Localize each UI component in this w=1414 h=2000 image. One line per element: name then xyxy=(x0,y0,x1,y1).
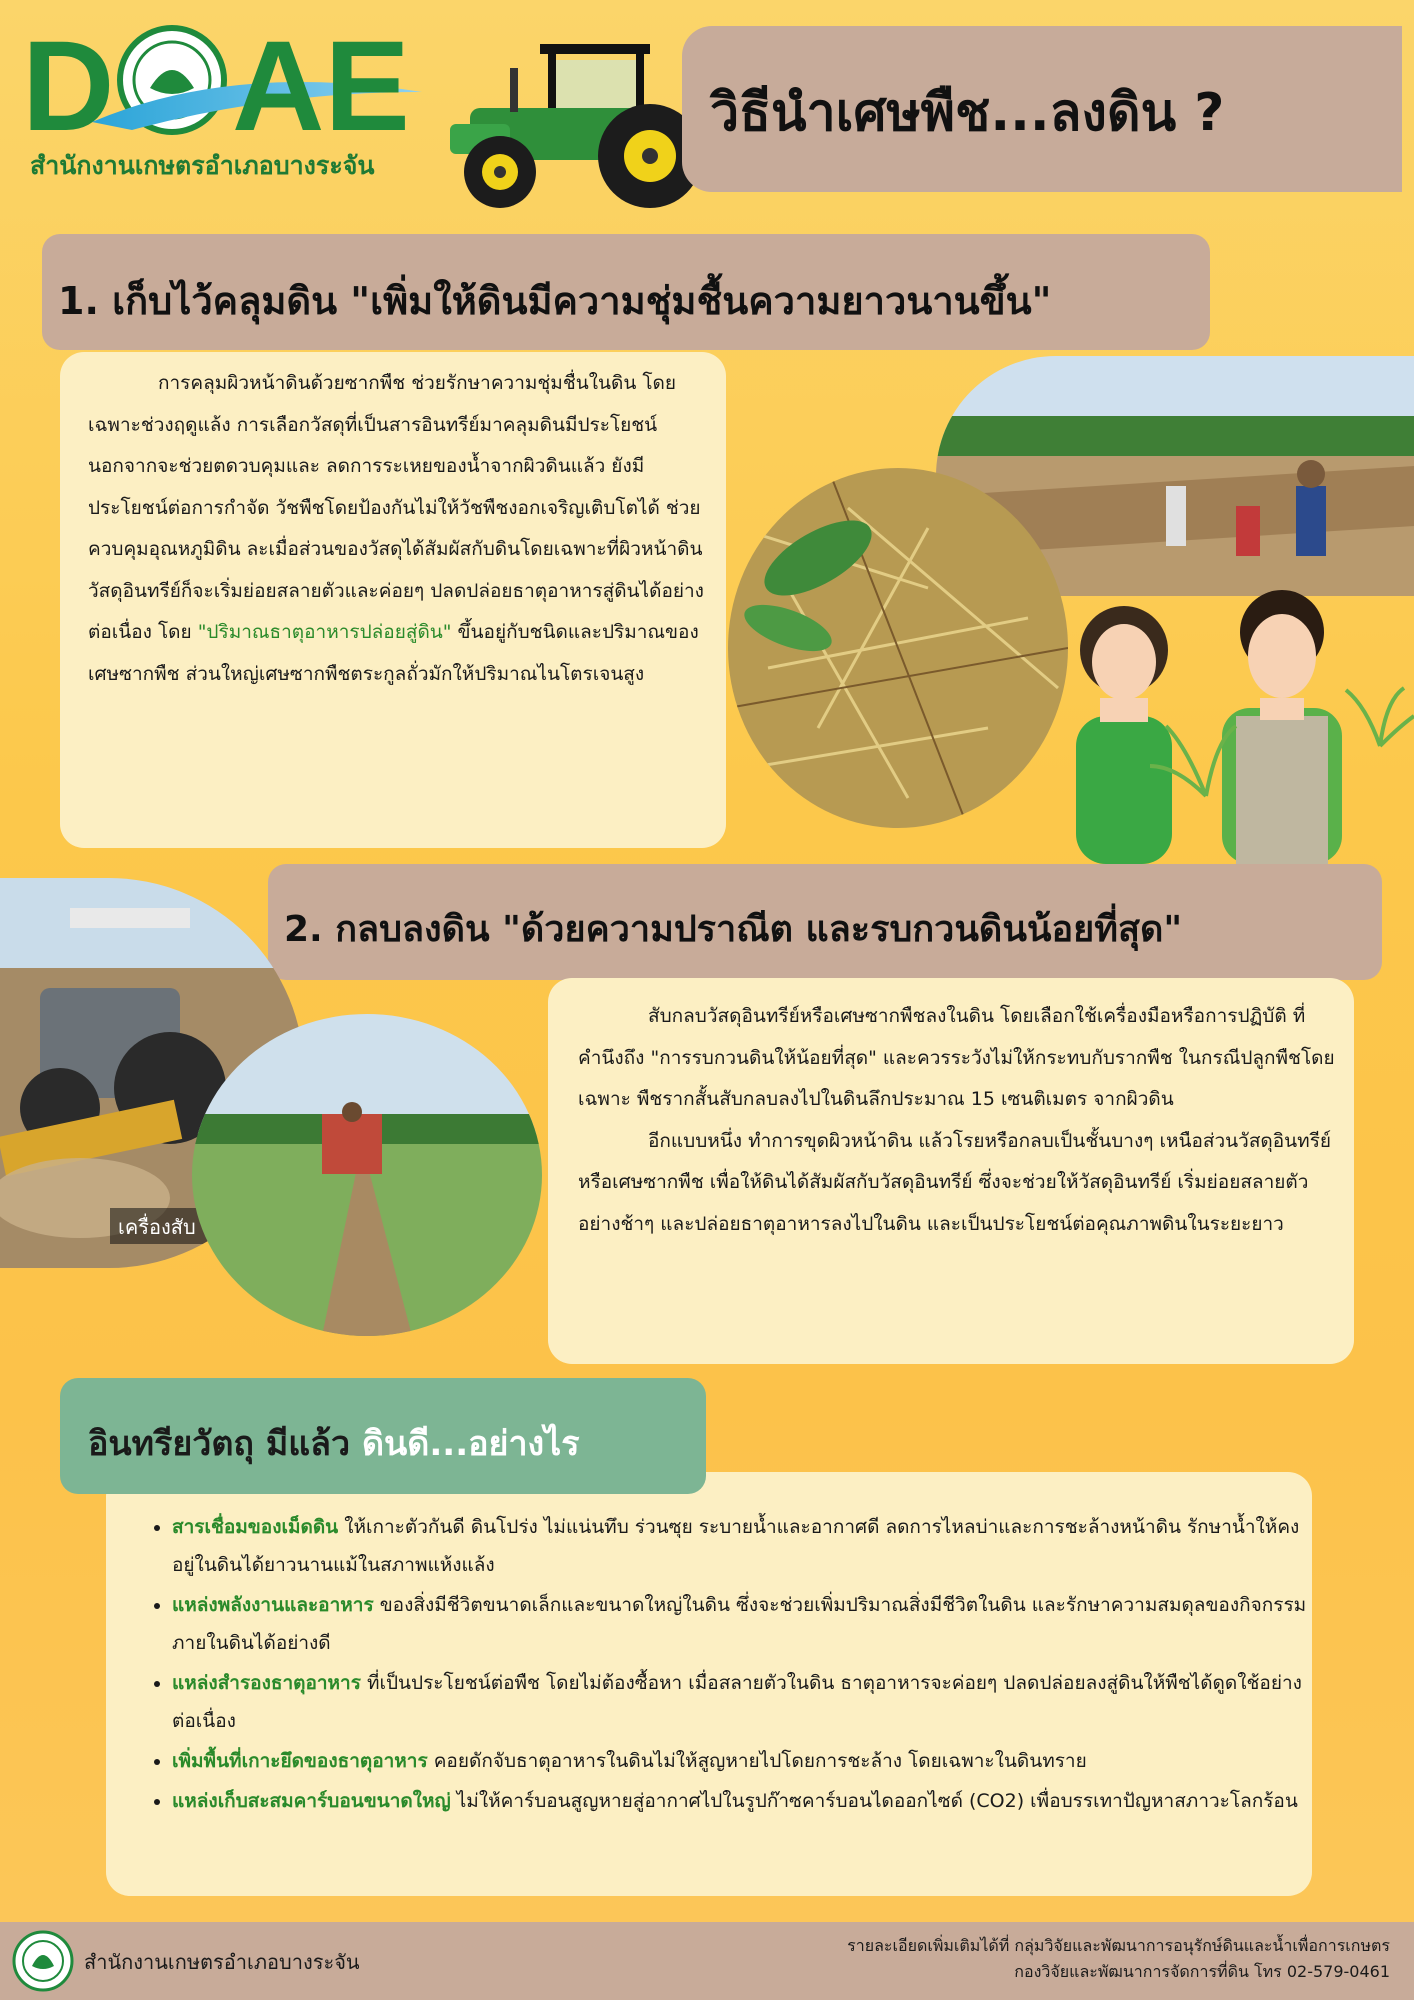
photo-sugarcane-tiller xyxy=(192,1014,542,1336)
organic-heading-dark: อินทรียวัตถุ มีแล้ว xyxy=(88,1424,362,1464)
bullet-text: คอยดักจับธาตุอาหารในดินไม่ให้สูญหายไปโดยการชะล้าง โดยเฉพาะในดินทราย xyxy=(427,1750,1087,1772)
farmer-characters xyxy=(1020,586,1414,864)
seal-icon xyxy=(12,1930,74,1992)
footer-contact-line1: รายละเอียดเพิ่มเติมได้ที่ กลุ่มวิจัยและพัฒนาการอนุรักษ์ดินและน้ำเพื่อการเกษตร xyxy=(847,1936,1390,1955)
section2-para1: สับกลบวัสดุอินทรีย์หรือเศษซากพืชลงในดิน โดยเลือกใช้เครื่องมือหรือการปฏิบัติ ที่คำนึงถึง "การรบกวนดินให้น้อยที่สุด" และควรระวังไม่ให้กระทบกับรากพืช ในกรณีปลูกพืชโดยเฉพาะ พืชรากสั้นสับกลบลงไปในดินลึกประมาณ 15 เซนติเมตร จากผิวดิน xyxy=(578,1005,1335,1110)
section1-heading: 1. เก็บไว้คลุมดิน "เพิ่มให้ดินมีความชุ่มชื้นความยาวนานขึ้น" xyxy=(58,279,1052,323)
list-item xyxy=(172,1742,1312,1780)
section1-highlight: "ปริมาณธาตุอาหารปล่อยสู่ดิน" xyxy=(197,621,452,643)
bullet-label: แหล่งสำรองธาตุอาหาร xyxy=(172,1672,361,1694)
svg-text:AE: AE xyxy=(232,22,410,140)
section1-body-after: ขึ้นอยู่กับชนิดและปริมาณของเศษซากพืช ส่วนใหญ่เศษซากพืชตระกูลถั่วมักให้ปริมาณไนโตรเจนสูง xyxy=(88,621,699,685)
list-item xyxy=(172,1508,1312,1584)
footer-contact-line2: กองวิจัยและพัฒนาการจัดการที่ดิน โทร 02-579-0461 xyxy=(1014,1962,1390,1981)
list-item xyxy=(172,1586,1312,1662)
bullet-label: แหล่งพลังงานและอาหาร xyxy=(172,1594,374,1616)
section2-para2: อีกแบบหนึ่ง ทำการขุดผิวหน้าดิน แล้วโรยหรือกลบเป็นชั้นบางๆ เหนือส่วนวัสดุอินทรีย์หรือเศษซากพืช เพื่อให้ดินได้สัมผัสกับวัสดุอินทรีย์ ซึ่งจะช่วยให้วัสดุอินทรีย์ เริ่มย่อยสลายตัวอย่างช้าๆ และปล่อยธาตุอาหารลงไปในดิน และเป็นประโยชน์ต่อคุณภาพดินในระยะยาว xyxy=(578,1129,1332,1235)
list-item xyxy=(172,1664,1312,1740)
organic-benefits-list xyxy=(138,1508,1312,1822)
bullet-text: ที่เป็นประโยชน์ต่อพืช โดยไม่ต้องซื้อหา เมื่อสลายตัวในดิน ธาตุอาหารจะค่อยๆ ปลดปล่อยลงสู่ดินให้พืชได้ดูดใช้อย่างต่อเนื่อง xyxy=(172,1672,1302,1732)
organic-heading xyxy=(88,1416,580,1470)
section2-body xyxy=(578,996,1346,1245)
bullet-label: สารเชื่อมของเม็ดดิน xyxy=(172,1516,339,1538)
logo-subtitle: สำนักงานเกษตรอำเภอบางระจัน xyxy=(30,151,375,180)
photo-caption: เครื่องสับ xyxy=(118,1215,196,1239)
tractor-illustration xyxy=(440,38,712,210)
section2-heading: 2. กลบลงดิน "ด้วยความปราณีต และรบกวนดินน้อยที่สุด" xyxy=(284,909,1183,950)
photo-straw-mulch xyxy=(728,468,1068,828)
bullet-label: เพิ่มพื้นที่เกาะยึดของธาตุอาหาร xyxy=(172,1750,428,1772)
bullet-text: ไม่ให้คาร์บอนสูญหายสู่อากาศไปในรูปก๊าซคาร์บอนไดออกไซด์ (CO2) เพื่อบรรเทาปัญหาสภาวะโลกร้อน xyxy=(450,1790,1298,1812)
bullet-text: ของสิ่งมีชีวิตขนาดเล็กและขนาดใหญ่ในดิน ซึ่งจะช่วยเพิ่มปริมาณสิ่งมีชีวิตในดิน และรักษาความสมดุลของกิจกรรมภายในดินได้อย่างดี xyxy=(172,1594,1307,1654)
section1-body xyxy=(88,363,714,695)
bullet-label: แหล่งเก็บสะสมคาร์บอนขนาดใหญ่ xyxy=(172,1790,451,1812)
organic-heading-light: ดินดี...อย่างไร xyxy=(361,1424,580,1464)
footer-office: สำนักงานเกษตรอำเภอบางระจัน xyxy=(84,1950,360,1974)
svg-text:D: D xyxy=(22,22,115,140)
bullet-text: ให้เกาะตัวกันดี ดินโปร่ง ไม่แน่นทึบ ร่วนซุย ระบายน้ำและอากาศดี ลดการไหลบ่าและการชะล้างหน้าดิน รักษาน้ำให้คงอยู่ในดินได้ยาวนานแม้ในสภาพแห้งแล้ง xyxy=(172,1516,1300,1576)
doae-logo xyxy=(22,22,422,140)
section1-body-before: การคลุมผิวหน้าดินด้วยซากพืช ช่วยรักษาความชุ่มชื่นในดิน โดยเฉพาะช่วงฤดูแล้ง การเลือกวัสดุที่เป็นสารอินทรีย์มาคลุมดินมีประโยชน์ นอกจากจะช่วยตดวบคุมและ ลดการระเหยของน้ำจากผิวดินแล้ว ยังมีประโยชน์ต่อการกำจัด วัชพืชโดยป้องกันไม่ให้วัชพืชงอกเจริญเติบโตได้ ช่วยควบคุมอุณหภูมิดิน ละเมื่อส่วนของวัสดุได้สัมผัสกับดินโดยเฉพาะที่ผิวหน้าดินวัสดุอินทรีย์ก็จะเริ่มย่อยสลายตัวและค่อยๆ ปลดปล่อยธาตุอาหารสู่ดินได้อย่างต่อเนื่อง โดย xyxy=(88,372,704,643)
page-title: วิธีนำเศษพืช...ลงดิน ? xyxy=(710,83,1225,143)
list-item xyxy=(172,1782,1312,1820)
